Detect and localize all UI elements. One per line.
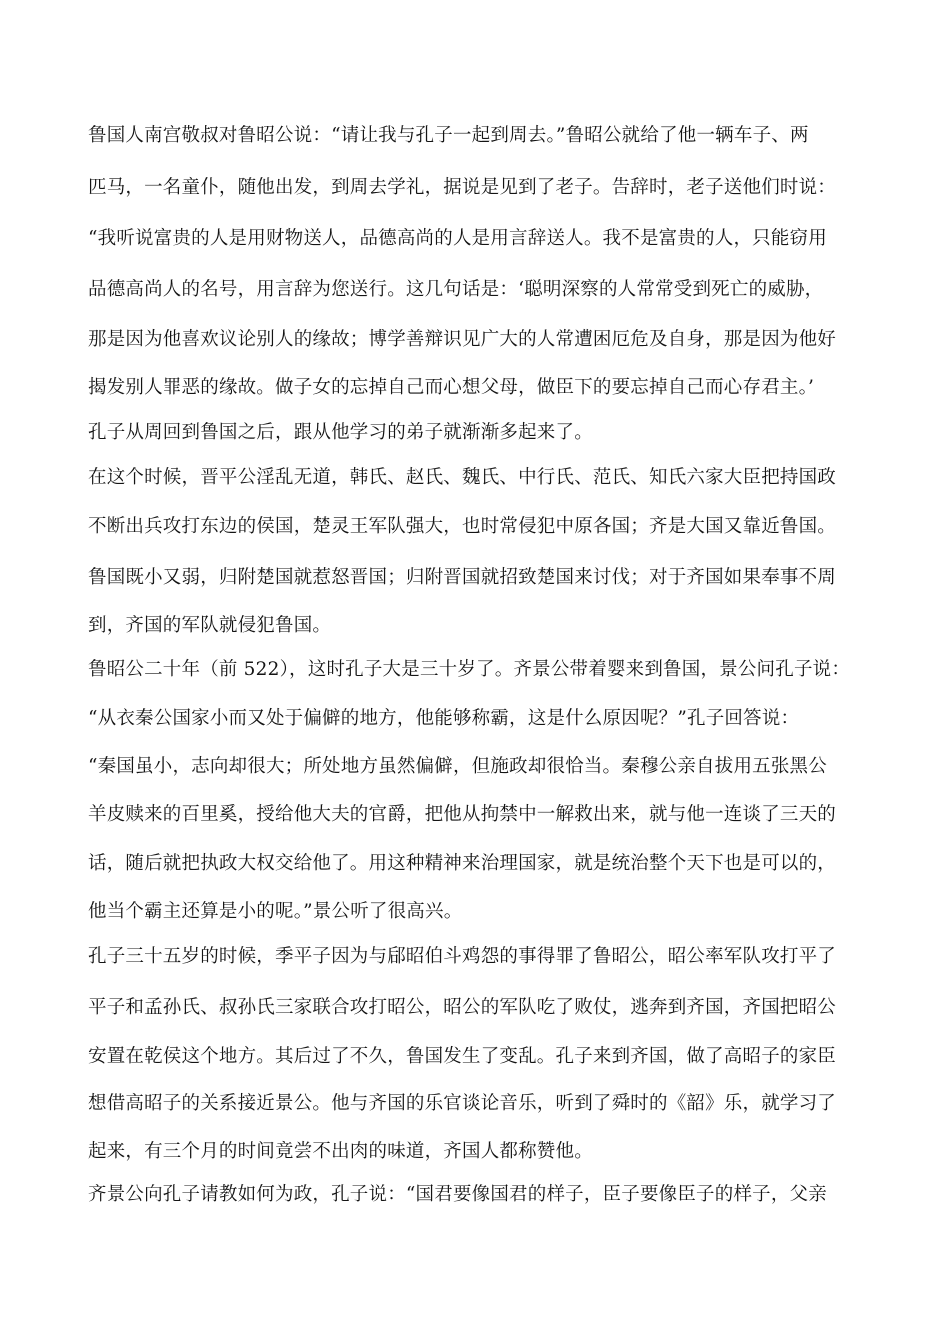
text-line: 鲁国既小又弱，归附楚国就惹怒晋国；归附晋国就招致楚国来讨伐；对于齐国如果奉事不周 xyxy=(88,567,837,588)
text-line: 想借高昭子的关系接近景公。他与齐国的乐官谈论音乐，听到了舜时的《韶》乐，就学习了 xyxy=(88,1093,837,1114)
text-line: 孔子从周回到鲁国之后，跟从他学习的弟子就渐渐多起来了。 xyxy=(88,422,593,443)
text-line: 鲁昭公二十年（前 522），这时孔子大是三十岁了。齐景公带着婴来到鲁国，景公问孔子说： xyxy=(88,659,851,680)
text-line: 不断出兵攻打东边的侯国，楚灵王军队强大，也时常侵犯中原各国；齐是大国又靠近鲁国。 xyxy=(88,516,837,537)
text-line: 那是因为他喜欢议论别人的缘故；博学善辩识见广大的人常遭困厄危及自身，那是因为他好 xyxy=(88,329,837,350)
text-line: “我听说富贵的人是用财物送人，品德高尚的人是用言辞送人。我不是富贵的人，只能窃用 xyxy=(88,228,827,249)
text-line: 品德高尚人的名号，用言辞为您送行。这几句话是：‘聪明深察的人常常受到死亡的威胁， xyxy=(88,279,824,300)
text-line: 揭发别人罪恶的缘故。做子女的忘掉自己而心想父母，做臣下的要忘掉自己而心存君主。’ xyxy=(88,377,815,398)
text-line: 孔子三十五岁的时候，季平子因为与郈昭伯斗鸡怨的事得罪了鲁昭公，昭公率军队攻打平了 xyxy=(88,946,837,967)
text-line: 到，齐国的军队就侵犯鲁国。 xyxy=(88,615,332,636)
text-line: 起来，有三个月的时间竟尝不出肉的味道，齐国人都称赞他。 xyxy=(88,1141,593,1162)
text-line: 在这个时候，晋平公淫乱无道，韩氏、赵氏、魏氏、中行氏、范氏、知氏六家大臣把持国政 xyxy=(88,467,837,488)
text-line: 安置在乾侯这个地方。其后过了不久，鲁国发生了变乱。孔子来到齐国，做了高昭子的家臣 xyxy=(88,1046,837,1067)
text-line: “从衣秦公国家小而又处于偏僻的地方，他能够称霸，这是什么原因呢？”孔子回答说： xyxy=(88,708,800,729)
text-line: “秦国虽小，志向却很大；所处地方虽然偏僻，但施政却很恰当。秦穆公亲自拔用五张黑公 xyxy=(88,756,827,777)
text-line: 话，随后就把执政大权交给他了。用这种精神来治理国家，就是统治整个天下也是可以的， xyxy=(88,853,837,874)
text-line: 平子和孟孙氏、叔孙氏三家联合攻打昭公，昭公的军队吃了败仗，逃奔到齐国，齐国把昭公 xyxy=(88,997,837,1018)
text-line: 他当个霸主还算是小的呢。”景公听了很高兴。 xyxy=(88,901,463,922)
text-line: 齐景公向孔子请教如何为政，孔子说：“国君要像国君的样子，臣子要像臣子的样子，父亲 xyxy=(88,1184,827,1205)
text-line: 匹马，一名童仆，随他出发，到周去学礼，据说是见到了老子。告辞时，老子送他们时说： xyxy=(88,177,837,198)
text-line: 鲁国人南宫敬叔对鲁昭公说：“请让我与孔子一起到周去。”鲁昭公就给了他一辆车子、两 xyxy=(88,125,809,146)
text-line: 羊皮赎来的百里奚，授给他大夫的官爵，把他从拘禁中一解救出来，就与他一连谈了三天的 xyxy=(88,804,837,825)
